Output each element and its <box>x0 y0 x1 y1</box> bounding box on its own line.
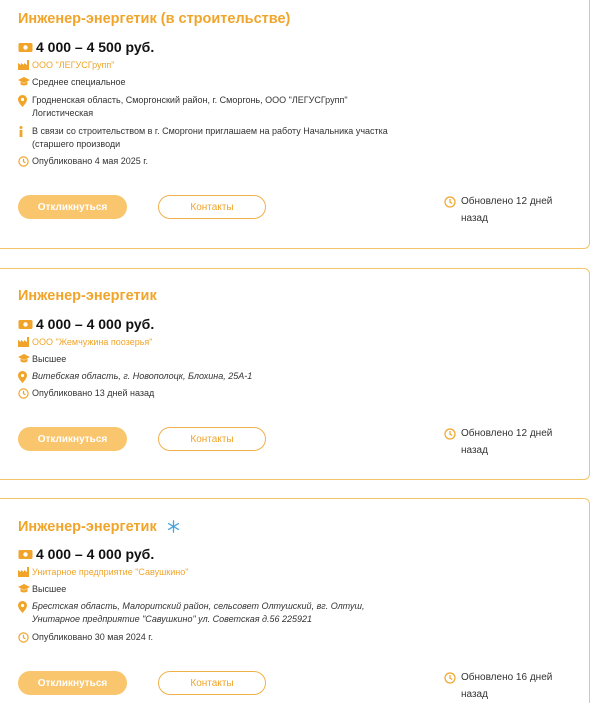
vacancy-title[interactable] <box>18 11 290 27</box>
graduation-cap-icon <box>18 353 32 364</box>
clock-icon <box>444 193 461 208</box>
location-text <box>32 94 348 119</box>
location-text: Брестская область, Малоритский район, сельсовет Олтушский, вг. Олтуш, Унитарное предприятие "Савушкино" ул. Советская д.56 225921 <box>32 601 365 624</box>
vacancy-title-text: Инженер-энергетик <box>18 519 157 535</box>
salary <box>18 316 154 332</box>
education <box>18 76 126 89</box>
graduation-cap-icon <box>18 76 32 87</box>
company-name[interactable]: ООО "Жемчужина поозерья" <box>32 337 153 347</box>
vacancy-card <box>0 268 590 480</box>
clock-icon <box>444 669 461 684</box>
vacancy-title[interactable] <box>18 288 157 304</box>
clock-icon <box>18 631 32 643</box>
vacancy-title-text: Инженер-энергетик (в строительстве) <box>18 11 291 27</box>
published <box>18 387 154 400</box>
published <box>18 631 153 644</box>
updated <box>444 193 571 227</box>
location-extra: Логистическая <box>32 107 94 118</box>
company-name[interactable]: ООО "ЛЕГУСГрупп" <box>32 60 115 70</box>
company[interactable] <box>18 566 188 579</box>
vacancy-card <box>0 0 590 249</box>
graduation-cap-icon <box>18 583 32 594</box>
money-icon <box>18 319 33 330</box>
clock-icon <box>18 387 32 399</box>
salary <box>18 546 154 562</box>
contacts-button[interactable]: Контакты <box>158 427 266 451</box>
education <box>18 353 66 366</box>
snowflake-icon <box>167 520 180 537</box>
salary-text: 4 000 – 4 500 руб. <box>36 39 155 55</box>
salary-text: 4 000 – 4 000 руб. <box>36 546 155 562</box>
updated-text: Обновлено 12 дней назад <box>461 196 553 224</box>
location <box>18 370 252 383</box>
education-text: Высшее <box>32 354 67 364</box>
contacts-button[interactable]: Контакты <box>158 671 266 695</box>
location-pin-icon <box>18 94 32 107</box>
factory-icon <box>18 566 32 577</box>
location <box>18 94 348 119</box>
education-text: Высшее <box>32 584 67 594</box>
apply-button[interactable]: Откликнуться <box>18 427 127 451</box>
money-icon <box>18 42 33 53</box>
money-icon <box>18 549 33 560</box>
salary-text: 4 000 – 4 000 руб. <box>36 316 155 332</box>
company-name[interactable]: Унитарное предприятие "Савушкино" <box>32 567 189 577</box>
contacts-button[interactable]: Контакты <box>158 195 266 219</box>
apply-button[interactable]: Откликнуться <box>18 195 127 219</box>
published-text: Опубликовано 13 дней назад <box>32 388 155 398</box>
published-text: Опубликовано 30 мая 2024 г. <box>32 632 153 642</box>
factory-icon <box>18 59 32 70</box>
updated <box>444 669 571 703</box>
location-pin-icon <box>18 600 32 613</box>
description-text: В связи со строительством в г. Сморгони приглашаем на работу Начальника участка (старшего производи <box>32 126 388 149</box>
education <box>18 583 66 596</box>
education-text: Среднее специальное <box>32 77 126 87</box>
updated <box>444 425 571 459</box>
vacancy-title[interactable] <box>18 519 180 537</box>
updated-text: Обновлено 12 дней назад <box>461 428 553 456</box>
location-text: Витебская область, г. Новополоцк, Блохина, 25А-1 <box>32 371 253 381</box>
description <box>18 125 422 150</box>
factory-icon <box>18 336 32 347</box>
published-text: Опубликовано 4 мая 2025 г. <box>32 156 148 166</box>
clock-icon <box>18 155 32 167</box>
location-pin-icon <box>18 370 32 383</box>
vacancy-card <box>0 498 590 703</box>
company[interactable] <box>18 336 152 349</box>
company[interactable] <box>18 59 114 72</box>
published <box>18 155 148 168</box>
info-icon <box>18 125 32 137</box>
salary <box>18 39 154 55</box>
updated-text: Обновлено 16 дней назад <box>461 672 553 700</box>
apply-button[interactable]: Откликнуться <box>18 671 127 695</box>
clock-icon <box>444 425 461 440</box>
vacancy-title-text: Инженер-энергетик <box>18 288 157 304</box>
location-address: Гродненская область, Сморгонский район, г. Сморгонь, ООО "ЛЕГУСГрупп" <box>32 95 348 105</box>
location <box>18 600 402 625</box>
